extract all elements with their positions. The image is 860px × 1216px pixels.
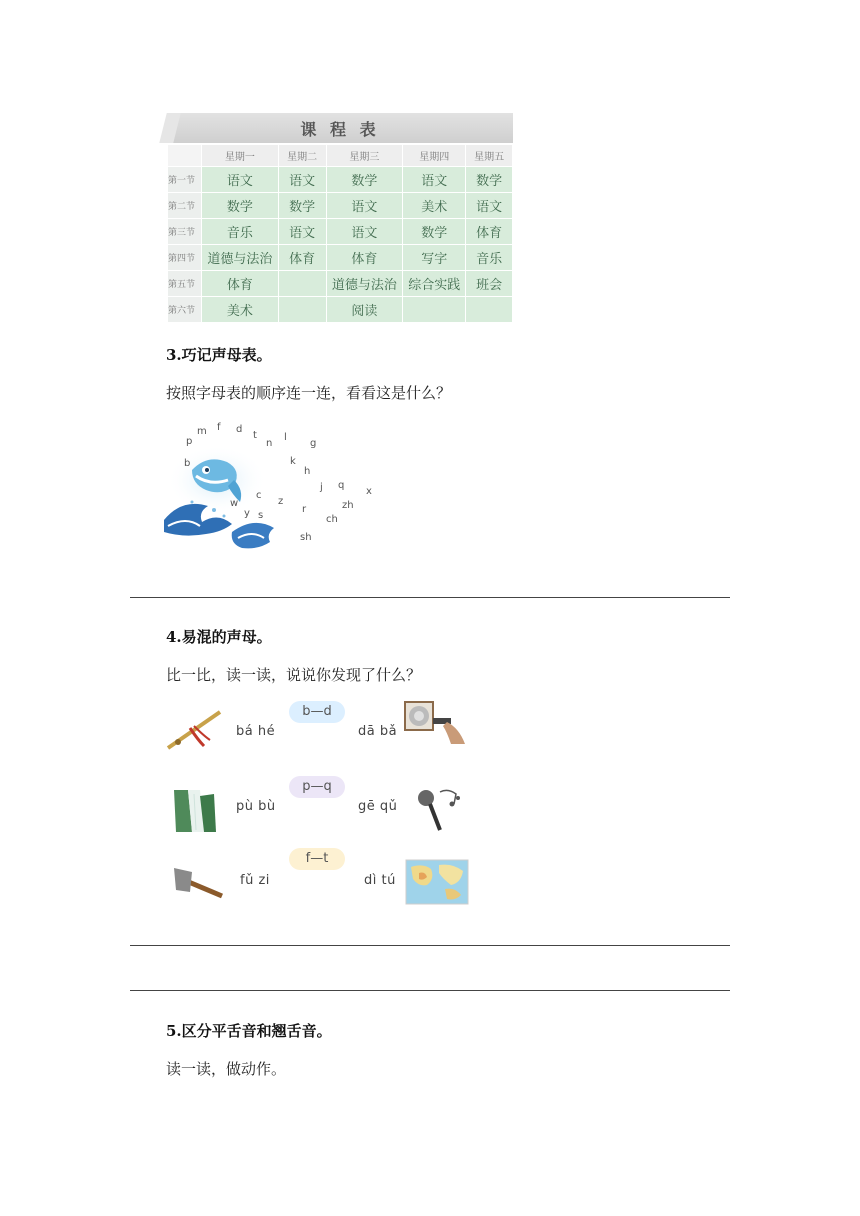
day-header: 星期五 [466,145,513,167]
schedule-cell: 班会 [466,271,513,297]
schedule-cell: 音乐 [201,219,278,245]
dot-to-dot-puzzle [162,420,392,562]
letter-label: w [230,498,239,509]
schedule-cell: 体育 [326,245,403,271]
schedule-cell: 阅读 [326,297,403,323]
schedule-cell: 数学 [201,193,278,219]
letter-label: sh [300,532,312,543]
section5-instruction: 读一读，做动作。 [166,1060,287,1078]
period-label: 第五节 [168,271,202,297]
world-map-icon [405,859,469,905]
schedule-cell: 美术 [403,193,466,219]
schedule-row [168,193,513,219]
schedule-cell: 道德与法治 [201,245,278,271]
period-label: 第六节 [168,297,202,323]
letter-label: f [217,422,221,433]
schedule-cell: 语文 [278,167,326,193]
period-label: 第二节 [168,193,202,219]
ladle-image [164,706,224,752]
waterfall-image [166,786,226,836]
letter-label: j [320,482,323,493]
letter-label: s [258,510,264,521]
pinyin-word: dì tú [364,873,396,888]
schedule-row [168,245,513,271]
map-image [405,859,469,905]
letter-label: p [186,436,193,447]
section3-heading: 3.巧记声母表。 [166,346,272,364]
divider [130,597,730,598]
pinyin-word: pù bù [236,799,276,814]
letter-label: c [256,490,262,501]
schedule-cell: 体育 [201,271,278,297]
schedule-cell: 语文 [278,219,326,245]
letter-label: l [284,432,287,443]
pinyin-word: gē qǔ [358,799,398,814]
day-header: 星期二 [278,145,326,167]
section4-instruction: 比一比，读一读，说说你发现了什么？ [166,666,422,684]
letter-label: n [266,438,273,449]
letter-label: g [310,438,317,449]
microphone-icon [404,782,464,834]
schedule-row [168,219,513,245]
wave-fish-icon [162,420,392,562]
axe-image [168,862,228,906]
schedule-cell: 语文 [403,167,466,193]
schedule-row [168,167,513,193]
schedule-cell: 体育 [466,219,513,245]
schedule-cell: 数学 [278,193,326,219]
schedule-header-row [168,145,513,167]
letter-label: k [290,456,296,467]
target-shooting-icon [403,700,467,746]
schedule-grid [167,144,513,323]
schedule-cell: 数学 [326,167,403,193]
section5-heading: 5.区分平舌音和翘舌音。 [166,1022,332,1040]
schedule-row [168,297,513,323]
target-image [403,700,467,746]
schedule-cell [403,297,466,323]
day-header: 星期四 [403,145,466,167]
schedule-cell: 综合实践 [403,271,466,297]
schedule-corner [168,145,202,167]
period-label: 第一节 [168,167,202,193]
schedule-cell: 数学 [403,219,466,245]
letter-pair-pill: b—d [289,701,345,723]
letter-label: t [253,430,257,441]
letter-label: q [338,480,345,491]
schedule-row [168,271,513,297]
letter-label: y [244,508,250,519]
letter-label: r [302,504,307,515]
letter-label: b [184,458,191,469]
schedule-table [167,113,513,320]
schedule-cell: 语文 [326,193,403,219]
axe-icon [168,862,228,906]
letter-label: ch [326,514,338,525]
schedule-cell: 美术 [201,297,278,323]
section4-heading: 4.易混的声母。 [166,628,272,646]
section3-instruction: 按照字母表的顺序连一连，看看这是什么？ [166,384,452,402]
gourd-ladle-icon [164,706,224,752]
schedule-cell: 语文 [466,193,513,219]
schedule-title: 课 程 表 [300,120,380,139]
schedule-cell [278,297,326,323]
pinyin-word: bá hé [236,724,276,739]
schedule-cell: 体育 [278,245,326,271]
pinyin-word: dā bǎ [358,724,398,739]
schedule-cell: 语文 [326,219,403,245]
schedule-cell: 数学 [466,167,513,193]
schedule-cell: 道德与法治 [326,271,403,297]
period-label: 第三节 [168,219,202,245]
letter-label: z [278,496,284,507]
letter-pair-pill: p—q [289,776,345,798]
letter-label: m [197,426,207,437]
day-header: 星期三 [326,145,403,167]
pinyin-word: fǔ zi [240,873,270,888]
microphone-image [404,782,464,834]
waterfall-icon [166,786,226,836]
divider [130,945,730,946]
schedule-cell: 音乐 [466,245,513,271]
schedule-cell [466,297,513,323]
schedule-cell [278,271,326,297]
period-label: 第四节 [168,245,202,271]
letter-label: h [304,466,311,477]
schedule-cell: 语文 [201,167,278,193]
letter-label: zh [342,500,354,511]
letter-pair-pill: f—t [289,848,345,870]
letter-label: x [366,486,372,497]
letter-label: d [236,424,243,435]
day-header: 星期一 [201,145,278,167]
divider [130,990,730,991]
schedule-cell: 写字 [403,245,466,271]
